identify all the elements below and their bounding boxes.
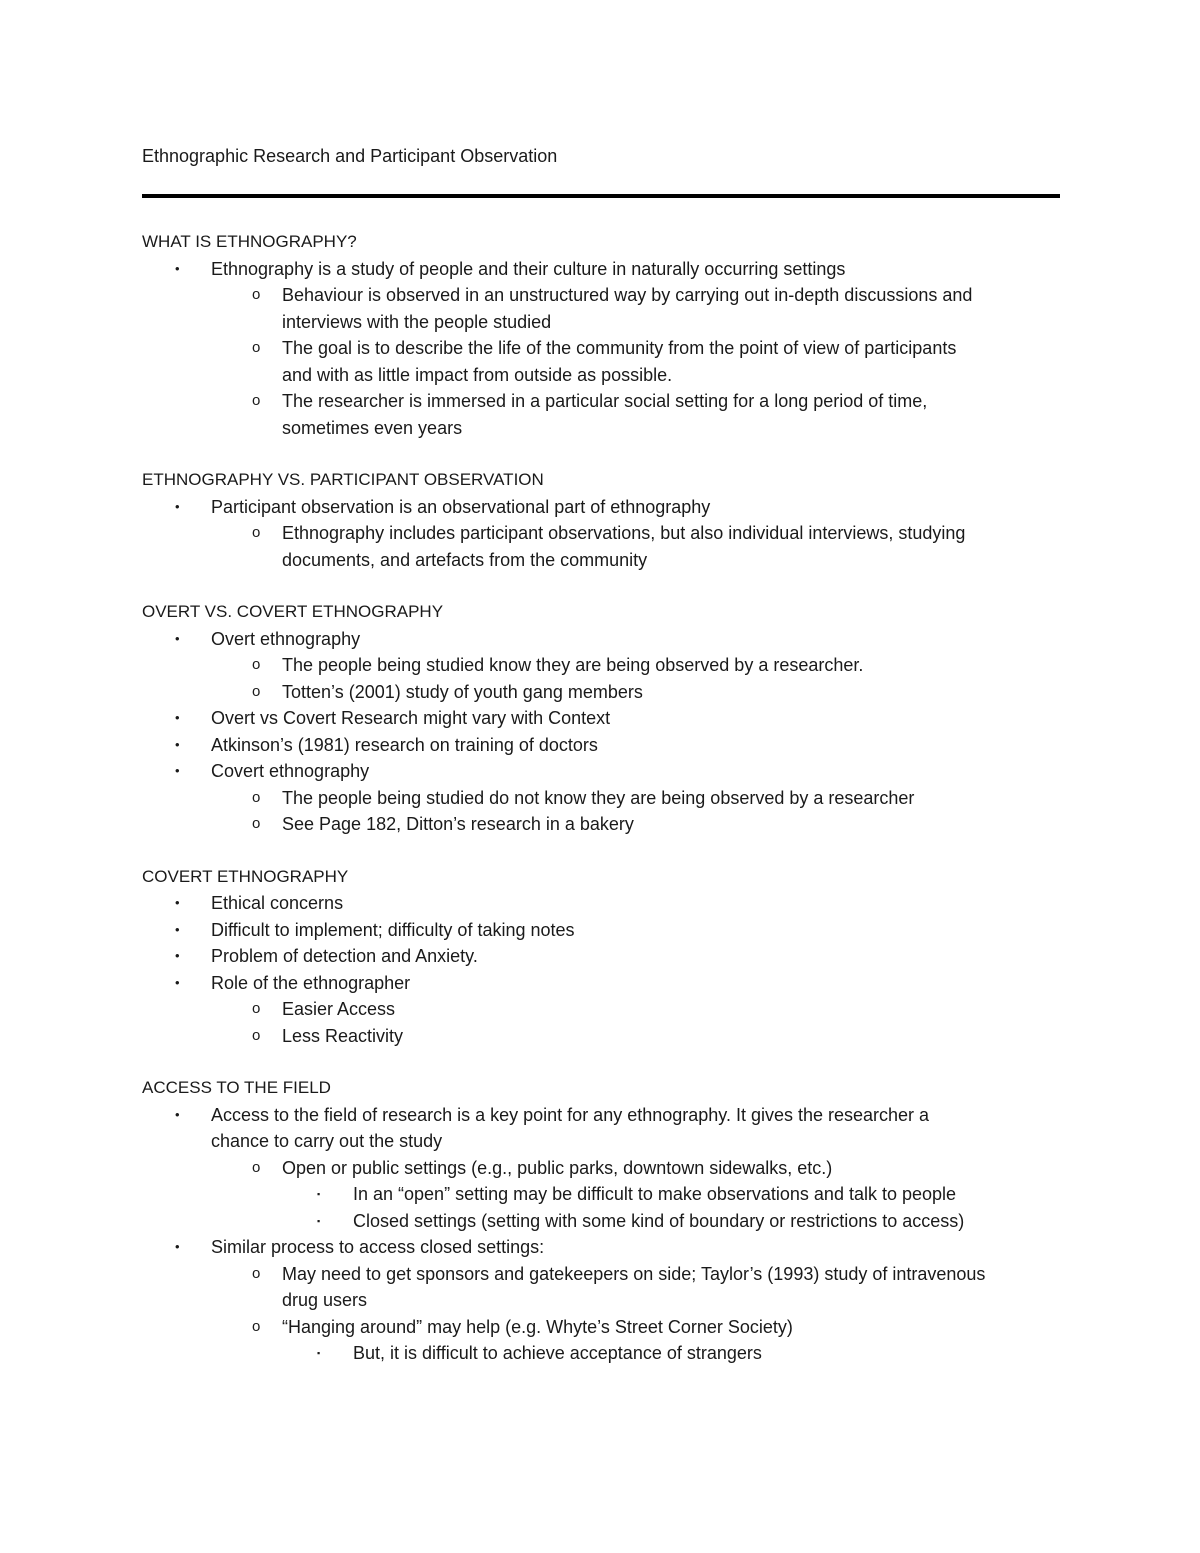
list-item-text: Participant observation is an observational part of ethnography: [211, 496, 711, 517]
square-bullet-icon: ▪: [317, 1215, 321, 1226]
list-item-text: chance to carry out the study: [211, 1131, 443, 1151]
list-item-text: In an “open” setting may be difficult to make observations and talk to people: [353, 1184, 957, 1204]
section: [142, 864, 1060, 1050]
section-heading: COVERT ETHNOGRAPHY: [142, 866, 349, 886]
circle-bullet-icon: o: [252, 524, 261, 541]
list-item-text: Ethnography includes participant observations, but also individual interviews, studying: [282, 523, 966, 543]
list-item-text: Less Reactivity: [282, 1025, 404, 1046]
list-item-text: Overt ethnography: [211, 628, 361, 649]
list-item-text: sometimes even years: [282, 417, 463, 438]
square-bullet-icon: ▪: [317, 1348, 321, 1358]
circle-bullet-icon: o: [252, 788, 261, 806]
circle-bullet-icon: o: [252, 1000, 261, 1017]
list-item-text: Covert ethnography: [211, 761, 370, 781]
list-item: [142, 1102, 1060, 1129]
list-item-text: Similar process to access closed settings:: [211, 1237, 545, 1257]
list-item-text: Ethnography is a study of people and their culture in naturally occurring settings: [211, 258, 846, 279]
circle-bullet-icon: o: [252, 815, 261, 832]
list-item-text: Problem of detection and Anxiety.: [211, 946, 478, 966]
list-item-text: Ethical concerns: [211, 893, 344, 913]
circle-bullet-icon: o: [252, 1026, 261, 1044]
list-item-text: But, it is difficult to achieve acceptance of strangers: [353, 1343, 762, 1363]
disc-bullet-icon: •: [175, 498, 180, 514]
disc-bullet-icon: •: [175, 630, 180, 646]
list-item-text: Totten’s (2001) study of youth gang members: [282, 681, 643, 702]
list-item-text: The people being studied do not know they are being observed by a researcher: [282, 787, 915, 808]
list-item: [142, 732, 1060, 759]
list-item: [142, 282, 1060, 309]
circle-bullet-icon: o: [252, 1158, 261, 1176]
list-item: [142, 996, 1060, 1023]
list-item-continuation: [142, 547, 1060, 574]
list-item-text: documents, and artefacts from the community: [282, 549, 648, 570]
list-item: [142, 785, 1060, 812]
disc-bullet-icon: •: [175, 1106, 180, 1122]
section-heading: WHAT IS ETHNOGRAPHY?: [142, 232, 357, 251]
list-item-text: The people being studied know they are being observed by a researcher.: [282, 655, 864, 675]
disc-bullet-icon: •: [175, 1239, 180, 1254]
circle-bullet-icon: o: [252, 1317, 261, 1335]
list-item-continuation: [142, 1287, 1060, 1314]
list-item: [142, 1208, 1060, 1235]
list-item: [142, 335, 1060, 362]
list-item-text: Closed settings (setting with some kind of boundary or restrictions to access): [353, 1210, 965, 1231]
list-item: [142, 1261, 1060, 1288]
list-item-text: interviews with the people studied: [282, 311, 552, 332]
list-item: [142, 1155, 1060, 1182]
section-heading: OVERT VS. COVERT ETHNOGRAPHY: [142, 602, 444, 621]
circle-bullet-icon: o: [252, 286, 261, 303]
section: [142, 467, 1060, 573]
section: [142, 1075, 1060, 1367]
list-item: [142, 1023, 1060, 1050]
list-item: [142, 494, 1060, 521]
list-item: [142, 890, 1060, 917]
list-item-text: Difficult to implement; difficulty of taking notes: [211, 919, 575, 940]
document-body: [142, 229, 1060, 1367]
list-item-text: See Page 182, Ditton’s research in a bakery: [282, 814, 634, 834]
list-item-text: Access to the field of research is a key point for any ethnography. It gives the researcher a: [211, 1104, 930, 1125]
circle-bullet-icon: o: [252, 656, 261, 673]
circle-bullet-icon: o: [252, 682, 261, 700]
list-item-text: drug users: [282, 1290, 368, 1310]
list-item: [142, 705, 1060, 732]
list-item-text: The goal is to describe the life of the community from the point of view of participants: [282, 338, 957, 358]
list-item: [142, 970, 1060, 997]
list-item-continuation: [142, 309, 1060, 336]
list-item: [142, 1340, 1060, 1367]
list-item: [142, 388, 1060, 415]
document-page: [142, 143, 1060, 1393]
disc-bullet-icon: •: [175, 948, 180, 963]
disc-bullet-icon: •: [175, 710, 180, 725]
document-title: Ethnographic Research and Participant Observation: [142, 146, 558, 166]
disc-bullet-icon: •: [175, 763, 180, 778]
list-item: [142, 758, 1060, 785]
list-item: [142, 256, 1060, 283]
list-item: [142, 1181, 1060, 1208]
list-item: [142, 811, 1060, 838]
disc-bullet-icon: •: [175, 260, 180, 276]
list-item-text: Role of the ethnographer: [211, 972, 411, 993]
square-bullet-icon: ▪: [317, 1189, 321, 1199]
list-item: [142, 520, 1060, 547]
list-item: [142, 626, 1060, 653]
list-item: [142, 652, 1060, 679]
list-item: [142, 1234, 1060, 1261]
disc-bullet-icon: •: [175, 974, 180, 990]
circle-bullet-icon: o: [252, 1264, 261, 1282]
circle-bullet-icon: o: [252, 392, 261, 409]
list-item-text: The researcher is immersed in a particular social setting for a long period of time,: [282, 391, 928, 411]
list-item-text: Atkinson’s (1981) research on training of doctors: [211, 734, 598, 755]
list-item-text: Open or public settings (e.g., public parks, downtown sidewalks, etc.): [282, 1157, 833, 1178]
list-item-text: Behaviour is observed in an unstructured way by carrying out in-depth discussions and: [282, 285, 973, 305]
list-item-continuation: [142, 1128, 1060, 1155]
list-item: [142, 679, 1060, 706]
section: [142, 599, 1060, 838]
disc-bullet-icon: •: [175, 895, 180, 910]
list-item-text: and with as little impact from outside as possible.: [282, 364, 673, 385]
list-item-text: Overt vs Covert Research might vary with Context: [211, 708, 611, 728]
disc-bullet-icon: •: [175, 736, 180, 752]
list-item-text: May need to get sponsors and gatekeepers on side; Taylor’s (1993) study of intravenous: [282, 1263, 986, 1284]
section-heading: ACCESS TO THE FIELD: [142, 1078, 331, 1097]
list-item: [142, 943, 1060, 970]
list-item-continuation: [142, 362, 1060, 389]
list-item-text: “Hanging around” may help (e.g. Whyte’s Street Corner Society): [282, 1316, 793, 1337]
title-divider: [142, 194, 1060, 198]
disc-bullet-icon: •: [175, 921, 180, 937]
list-item: [142, 1314, 1060, 1341]
list-item-text: Easier Access: [282, 999, 396, 1019]
circle-bullet-icon: o: [252, 339, 261, 356]
section-heading: ETHNOGRAPHY VS. PARTICIPANT OBSERVATION: [142, 470, 544, 489]
section: [142, 229, 1060, 441]
list-item-continuation: [142, 415, 1060, 442]
list-item: [142, 917, 1060, 944]
